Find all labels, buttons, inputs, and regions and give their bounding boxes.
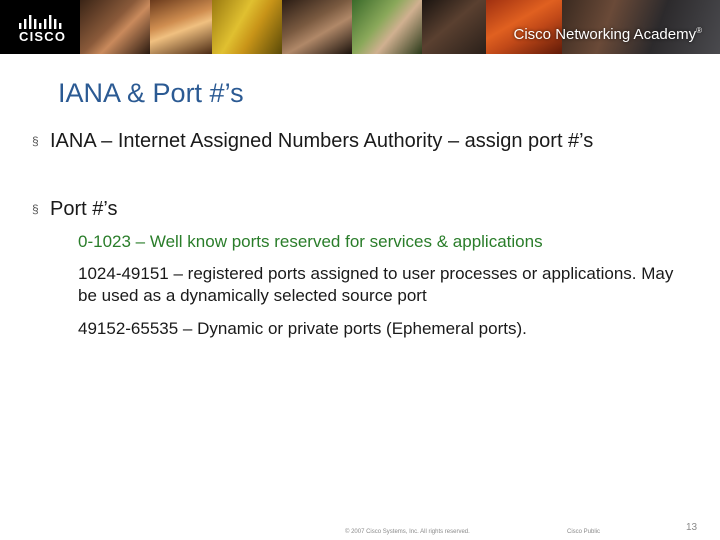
cisco-logo <box>0 0 80 54</box>
bullet-marker-icon: § <box>32 202 39 216</box>
cisco-logo-text: CISCO <box>19 29 67 44</box>
header-photo <box>80 0 150 54</box>
header-photo <box>422 0 486 54</box>
bullet-item <box>32 128 692 154</box>
header-banner <box>0 0 720 54</box>
header-photo <box>150 0 212 54</box>
bullet-text: Port #’s <box>50 198 118 220</box>
slide-title: IANA & Port #’s <box>58 78 244 108</box>
page-number: 13 <box>686 522 698 533</box>
header-photo <box>282 0 352 54</box>
bullet-text: IANA – Internet Assigned Numbers Authority – assign port #’s <box>50 130 594 152</box>
footer-copyright: © 2007 Cisco Systems, Inc. All rights reserved. <box>345 529 470 535</box>
header-photo <box>352 0 422 54</box>
sub-item-well-known-ports: 0-1023 – Well know ports reserved for services & applications <box>78 232 543 251</box>
header-photo <box>212 0 282 54</box>
footer-classification: Cisco Public <box>567 529 601 535</box>
sub-item-dynamic-ports: 49152-65535 – Dynamic or private ports (Ephemeral ports). <box>78 319 527 338</box>
bullet-item <box>32 196 692 222</box>
bullet-marker-icon: § <box>32 134 39 148</box>
networking-academy-label: Cisco Networking Academy® <box>513 26 702 43</box>
sub-item-registered-ports: 1024-49151 – registered ports assigned to user processes or applications. May be used as a dynamically selected source port <box>78 264 674 305</box>
cisco-bridge-icon <box>18 15 64 29</box>
